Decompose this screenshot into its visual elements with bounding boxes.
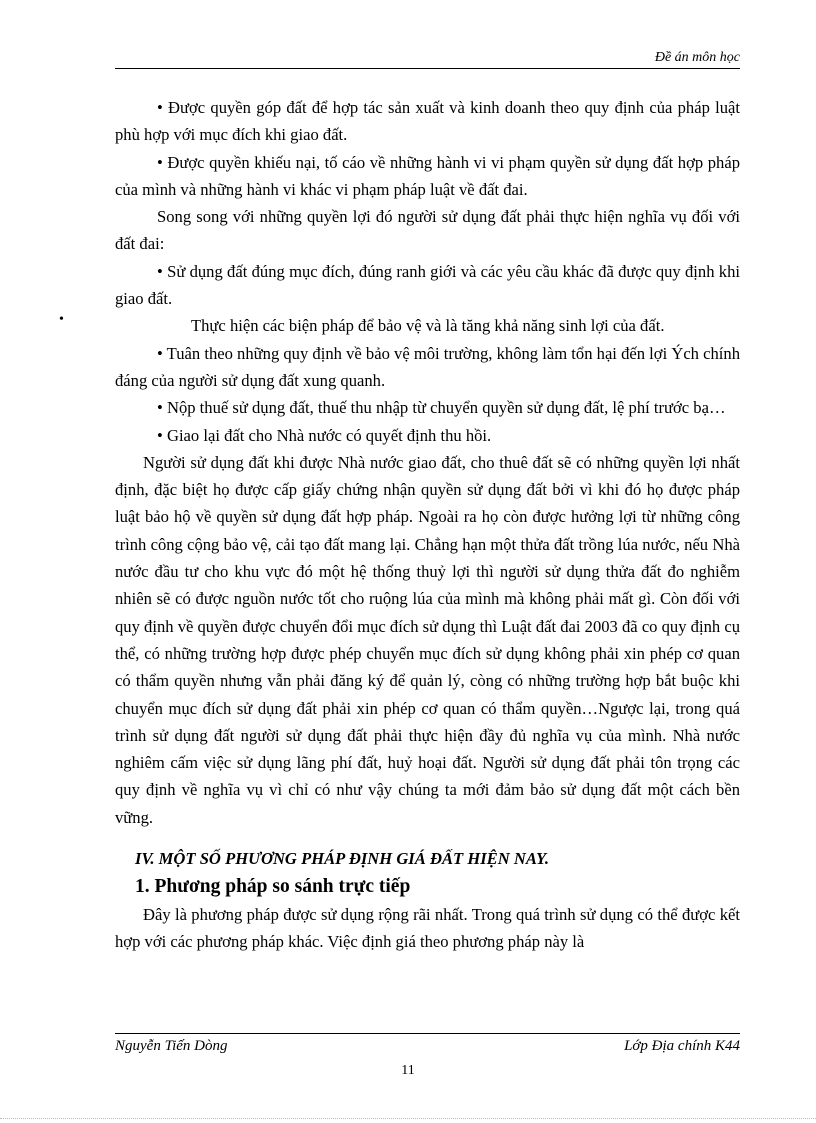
footer-author: Nguyễn Tiến Dòng <box>115 1038 228 1054</box>
paragraph-obligations-intro: Song song với những quyền lợi đó người sử dụng đất phải thực hiện nghĩa vụ đối với đất đai: <box>115 207 740 254</box>
bullet-paragraph-6: • Nộp thuế sử dụng đất, thuế thu nhập từ chuyển quyền sử dụng đất, lệ phí trước bạ… <box>157 398 726 418</box>
bullet-marker: • <box>59 312 64 328</box>
page-footer <box>115 1033 740 1056</box>
section-heading: IV. MỘT SỐ PHƯƠNG PHÁP ĐỊNH GIÁ ĐẤT HIỆN NAY. <box>135 849 550 869</box>
bullet-paragraph-4-text: Thực hiện các biện pháp để bảo vệ và là tăng khả năng sinh lợi của đất. <box>191 316 665 336</box>
page-header <box>115 48 740 69</box>
bullet-paragraph-3: • Sử dụng đất đúng mục đích, đúng ranh giới và các yêu cầu khác đã được quy định khi giao đất. <box>115 261 740 309</box>
bullet-paragraph-2: • Được quyền khiếu nại, tố cáo về những hành vi vi phạm quyền sử dụng đất hợp pháp của mình và những hành vi khác vi phạm pháp luật về đất đai. <box>115 152 740 199</box>
document-body <box>59 94 740 956</box>
bullet-paragraph-5: • Tuân theo những quy định về bảo vệ môi trường, không làm tổn hại đến lợi Ých chính đáng của người sử dụng đất xung quanh. <box>115 343 740 390</box>
page-number: 11 <box>401 1063 415 1078</box>
header-title: Đề án môn học <box>654 50 740 65</box>
bullet-paragraph-7: • Giao lại đất cho Nhà nước có quyết định thu hồi. <box>157 425 492 445</box>
page-bottom-divider <box>0 1118 816 1119</box>
bullet-paragraph-1: • Được quyền góp đất để hợp tác sản xuất và kinh doanh theo quy định của pháp luật phù hợp với mục đích khi giao đất. <box>115 98 740 145</box>
paragraph-method: Đây là phương pháp được sử dụng rộng rãi nhất. Trong quá trình sử dụng có thể được kết hợp với các phương pháp khác. Việc định giá theo phương pháp này là <box>115 905 740 952</box>
footer-class: Lớp Địa chính K44 <box>624 1038 740 1054</box>
bullet-paragraph-4 <box>59 312 740 339</box>
subsection-heading: 1. Phương pháp so sánh trực tiếp <box>135 876 411 898</box>
paragraph-main: Người sử dụng đất khi được Nhà nước giao đất, cho thuê đất sẽ có những quyền lợi nhất định, đặc biệt họ được cấp giấy chứng nhận quyền sử dụng đất bởi vì khi đó họ được pháp luật bảo hộ về quyền sử dụng đất hợp pháp. Ngoài ra họ còn được hưởng lợi từ những công trình công cộng bảo vệ, cải tạo đất mang lại. Chẳng hạn một thửa đất trồng lúa nước, nếu Nhà nước đầu tư cho khu vực đó một hệ thống thuỷ lợi thì người sử dụng thửa đất đo nghiễm nhiên sẽ có được nguồn nước tốt cho ruộng lúa của mình mà không phải mất gì. Còn đối với quy định về quyền được chuyển đổi mục đích sử dụng thì Luật đất đai 2003 đã co quy định cụ thể, có những trường hợp được phép chuyển mục đích sử dụng không phải xin phép cơ quan có thẩm quyền nhưng vẫn phải đăng ký để quản lý, còng có những trường hợp bắt buộc khi chuyển mục đích sử dụng đất phải xin phép cơ quan có thẩm quyền…Ngược lại, trong quá trình sử dụng đất người sử dụng đất phải thực hiện đầy đủ nghĩa vụ của mình. Nhà nước nghiêm cấm việc sử dụng lãng phí đất, huỷ hoại đất. Người sử dụng đất phải tôn trọng các quy định về nghĩa vụ vì chỉ có như vậy chúng ta mới đảm bảo sử dụng đất một cách bền vững. <box>115 452 740 827</box>
